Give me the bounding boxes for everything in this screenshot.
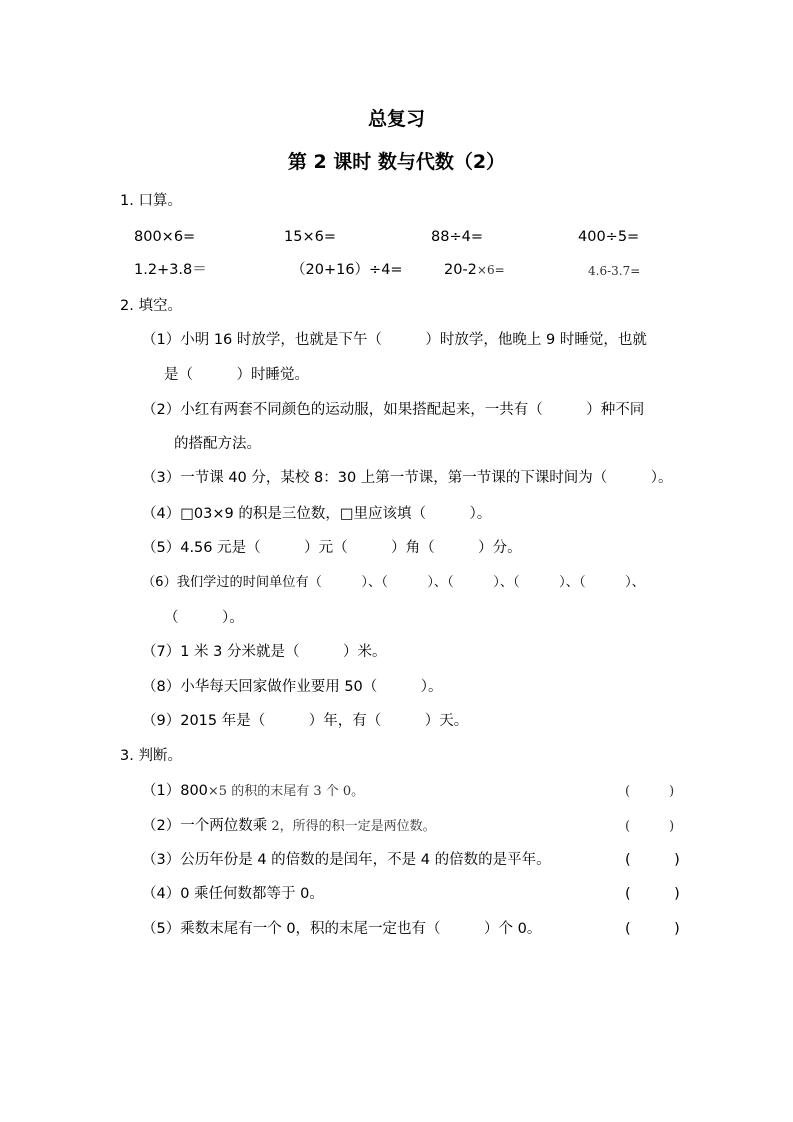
answer-parentheses: ( ): [625, 784, 675, 799]
answer-parentheses: ( ): [625, 819, 675, 834]
calc-item: 4.6-3.7=: [588, 264, 641, 278]
fill-question-cont: （ ）。: [164, 610, 244, 626]
fill-question: （7）1 米 3 分米就是（ ）米。: [142, 644, 387, 660]
calc-item: 15×6=: [284, 229, 336, 245]
calc-item: （20+16）÷4=: [291, 262, 403, 278]
fill-question: （5）4.56 元是（ ）元（ ）角（ ）分。: [142, 540, 522, 556]
fill-question-cont: 的搭配方法。: [174, 436, 261, 452]
calc-item: 1.2+3.8＝: [134, 262, 207, 278]
judge-question-b: 2，所得的积一定是两位数。: [267, 819, 436, 834]
fill-question: （1）小明 16 时放学，也就是下午（ ）时放学，他晚上 9 时睡觉，也就: [142, 332, 647, 348]
fill-question: （9）2015 年是（ ）年，有（ ）天。: [142, 713, 469, 729]
calc-item: 88÷4=: [431, 229, 483, 245]
answer-parentheses: ( ): [625, 852, 680, 868]
fill-question-cont: 是（ ）时睡觉。: [164, 367, 309, 383]
judge-question: （5）乘数末尾有一个 0，积的末尾一定也有（ ）个 0。: [142, 921, 542, 937]
section2-heading: 2. 填空。: [120, 298, 182, 314]
fill-question: （3）一节课 40 分，某校 8：30 上第一节课，第一节课的下课时间为（ ）。: [142, 470, 673, 486]
answer-parentheses: ( ): [625, 886, 680, 902]
page-title: 总复习: [367, 108, 425, 130]
calc-item: [444, 260, 505, 280]
answer-parentheses: ( ): [625, 921, 680, 937]
fill-question: （6）我们学过的时间单位有（ ）、（ ）、（ ）、（ ）、（ ）、: [142, 575, 645, 590]
lesson-subtitle: 第 2 课时 数与代数（2）: [287, 151, 506, 173]
judge-question-a: （2）一个两位数乘: [142, 818, 268, 834]
judge-question: （4）0 乘任何数都等于 0。: [142, 886, 324, 902]
fill-question: （2）小红有两套不同颜色的运动服，如果搭配起来，一共有（ ）种不同: [142, 402, 645, 418]
calc-item: 400÷5=: [578, 229, 640, 245]
section1-heading: 1. 口算。: [120, 193, 182, 209]
judge-question-a: （1）800: [142, 783, 208, 799]
calc-item: 800×6=: [134, 229, 196, 245]
judge-question: （3）公历年份是 4 的倍数的是闰年，不是 4 的倍数的是平年。: [142, 852, 551, 868]
fill-question: （8）小华每天回家做作业要用 50（ ）。: [142, 679, 443, 695]
judge-question: [142, 781, 364, 802]
judge-question-b: ×5 的积的末尾有 3 个 0。: [207, 784, 365, 799]
calc-item-tail: ×6=: [476, 263, 505, 277]
fill-question: （4）□03×9 的积是三位数，□里应该填（ ）。: [142, 506, 492, 522]
judge-question: [142, 816, 436, 837]
section3-heading: 3. 判断。: [120, 748, 182, 764]
calc-item-main: 20-2: [444, 262, 477, 278]
